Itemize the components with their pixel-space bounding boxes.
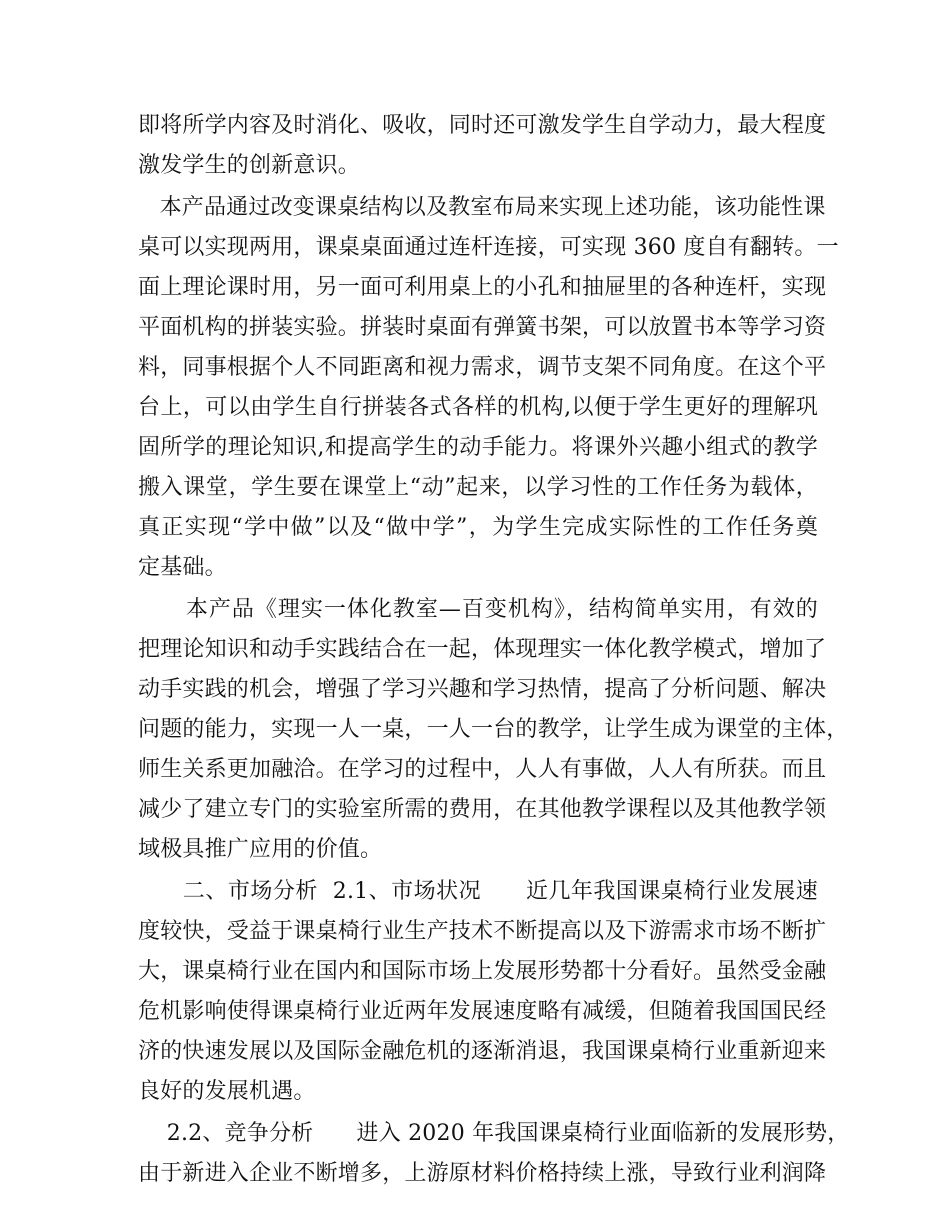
text-line: 桌可以实现两用，课桌桌面通过连杆连接，可实现 360 度自有翻转。一 [138, 235, 839, 260]
text-line: 面上理论课时用，另一面可利用桌上的小孔和抽屉里的各种连杆，实现 [138, 275, 827, 300]
text-line: 域极具推广应用的价值。 [138, 837, 383, 862]
text-line: 即将所学内容及时消化、吸收，同时还可激发学生自学动力，最大程度 [138, 113, 827, 138]
text-line: 真正实现“学中做”以及“做中学”，为学生完成实际性的工作任务奠 [138, 515, 818, 540]
text-line: 问题的能力，实现一人一桌，一人一台的教学，让学生成为课堂的主体， [138, 717, 849, 742]
text-line: 定基础。 [138, 555, 227, 580]
text-line: 2.2、竞争分析 进入 2020 年我国课桌椅行业面临新的发展形势， [138, 1121, 850, 1146]
text-line: 由于新进入企业不断增多，上游原材料价格持续上涨，导致行业利润降 [138, 1161, 827, 1186]
text-line: 二、市场分析 2.1、市场状况 近几年我国课桌椅行业发展速 [138, 879, 818, 904]
text-line: 本产品通过改变课桌结构以及教室布局来实现上述功能，该功能性课 [138, 195, 826, 220]
text-line: 搬入课堂，学生要在课堂上“动”起来，以学习性的工作任务为载体， [138, 475, 818, 500]
text-line: 固所学的理论知识,和提高学生的动手能力。将课外兴趣小组式的教学 [138, 435, 818, 460]
text-line: 本产品《理实一体化教室—百变机构》，结构简单实用，有效的 [138, 597, 818, 622]
text-line: 济的快速发展以及国际金融危机的逐渐消退，我国课桌椅行业重新迎来 [138, 1039, 827, 1064]
text-line: 度较快，受益于课桌椅行业生产技术不断提高以及下游需求市场不断扩 [138, 919, 827, 944]
text-line: 大，课桌椅行业在国内和国际市场上发展形势都十分看好。虽然受金融 [138, 959, 827, 984]
text-line: 师生关系更加融洽。在学习的过程中，人人有事做，人人有所获。而且 [138, 757, 827, 782]
text-line: 危机影响使得课桌椅行业近两年发展速度略有减缓，但随着我国国民经 [138, 999, 827, 1024]
text-line: 台上，可以由学生自行拼装各式各样的机构,以便于学生更好的理解巩 [138, 395, 818, 420]
text-line: 把理论知识和动手实践结合在一起，体现理实一体化教学模式，增加了 [138, 637, 827, 662]
text-line: 良好的发展机遇。 [138, 1079, 316, 1104]
text-line: 平面机构的拼装实验。拼装时桌面有弹簧书架，可以放置书本等学习资 [138, 315, 827, 340]
text-line: 减少了建立专门的实验室所需的费用，在其他教学课程以及其他教学领 [138, 797, 827, 822]
text-line: 激发学生的创新意识。 [138, 153, 361, 178]
text-line: 料，同事根据个人不同距离和视力需求，调节支架不同角度。在这个平 [138, 355, 827, 380]
text-line: 动手实践的机会，增强了学习兴趣和学习热情，提高了分析问题、解决 [138, 677, 827, 702]
